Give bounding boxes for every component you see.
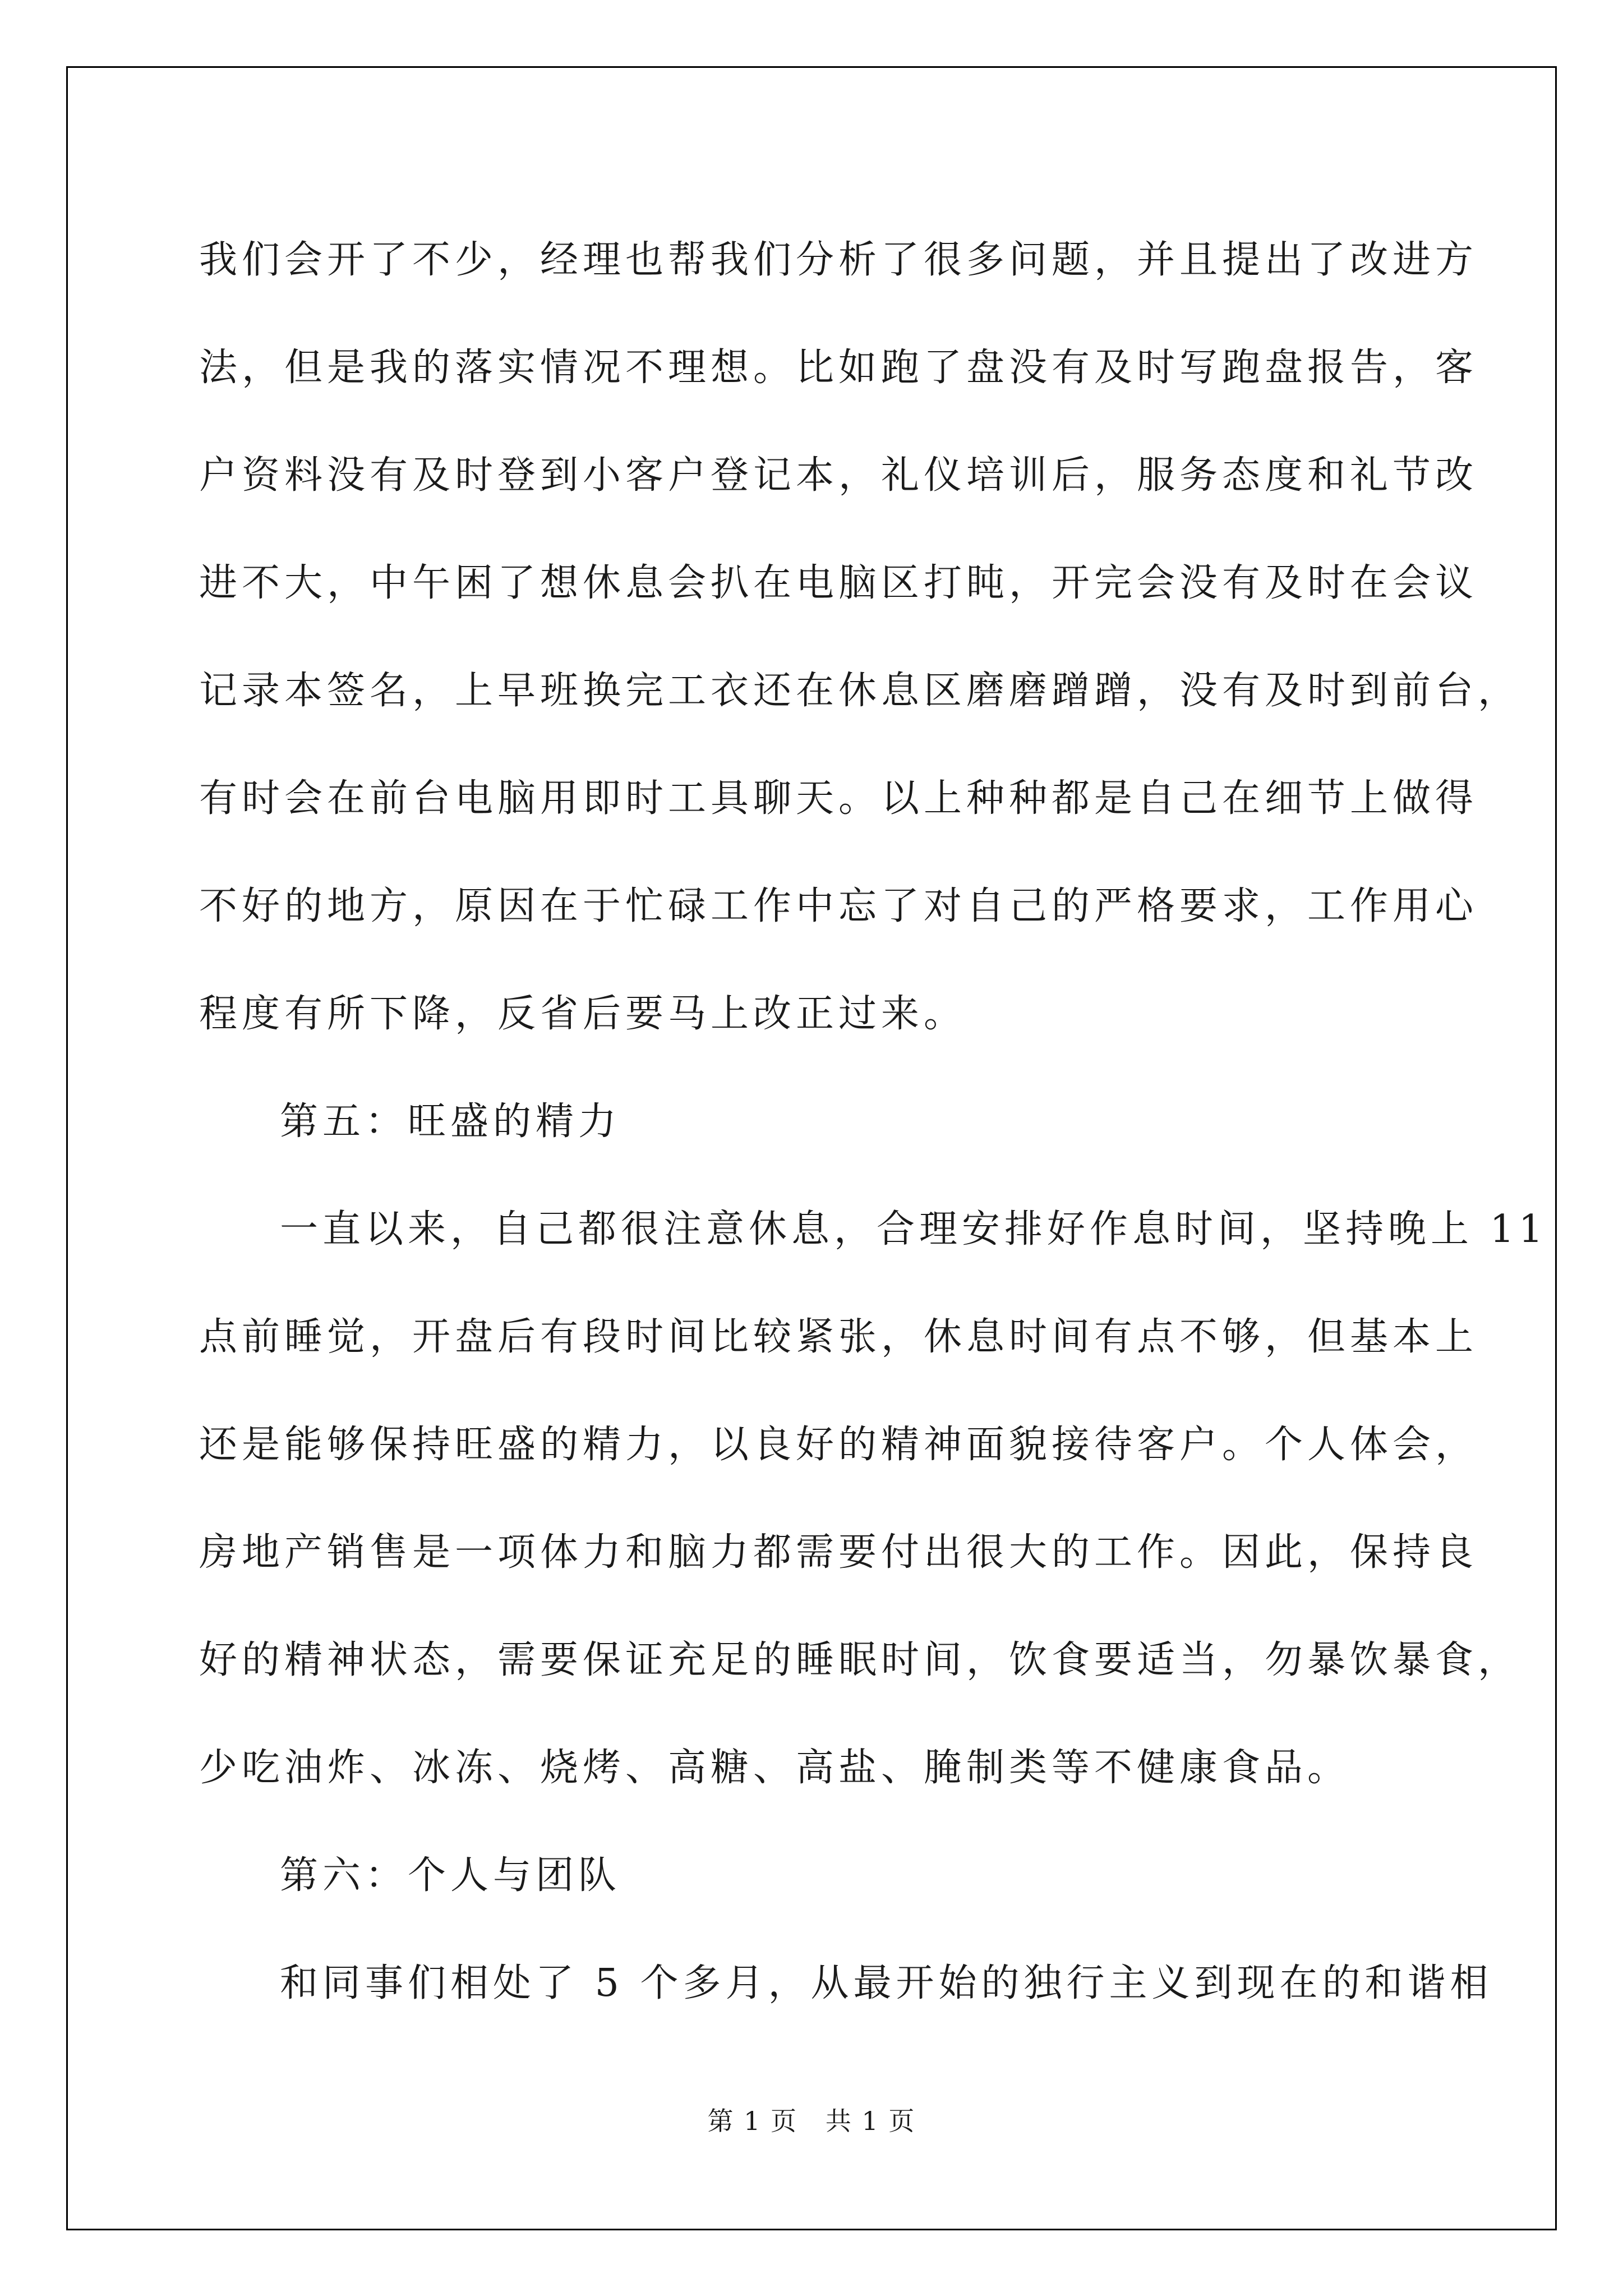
text-line: 我们会开了不少，经理也帮我们分析了很多问题，并且提出了改进方 [199,238,1478,282]
text-line: 法，但是我的落实情况不理想。比如跑了盘没有及时写跑盘报告，客 [199,346,1478,390]
section-heading: 第六：个人与团队 [280,1853,621,1898]
text-line: 不好的地方，原因在于忙碌工作中忘了对自己的严格要求，工作用心 [199,884,1478,928]
text-line: 一直以来，自己都很注意休息，合理安排好作息时间，坚持晚上 11 [280,1207,1548,1251]
text-line: 进不大，中午困了想休息会扒在电脑区打盹，开完会没有及时在会议 [199,561,1478,605]
text-line: 少吃油炸、冰冻、烧烤、高糖、高盐、腌制类等不健康食品。 [199,1746,1350,1790]
text-line: 好的精神状态，需要保证充足的睡眠时间，饮食要适当，勿暴饮暴食， [199,1638,1521,1682]
section-heading: 第五：旺盛的精力 [280,1099,621,1144]
text-line: 点前睡觉，开盘后有段时间比较紧张，休息时间有点不够，但基本上 [199,1315,1478,1359]
text-line: 还是能够保持旺盛的精力，以良好的精神面貌接待客户。个人体会， [199,1423,1478,1467]
text-line: 房地产销售是一项体力和脑力都需要付出很大的工作。因此，保持良 [199,1530,1478,1575]
text-line: 和同事们相处了 5 个多月，从最开始的独行主义到现在的和谐相 [280,1961,1493,2005]
document-body [199,206,1548,2037]
page-number-footer: 第 1 页 共 1 页 [707,2106,916,2136]
text-line: 记录本签名，上早班换完工衣还在休息区磨磨蹭蹭，没有及时到前台， [199,669,1521,713]
text-line: 程度有所下降，反省后要马上改正过来。 [199,992,967,1036]
text-line: 有时会在前台电脑用即时工具聊天。以上种种都是自己在细节上做得 [199,776,1478,821]
text-line: 户资料没有及时登到小客户登记本，礼仪培训后，服务态度和礼节改 [199,453,1478,498]
